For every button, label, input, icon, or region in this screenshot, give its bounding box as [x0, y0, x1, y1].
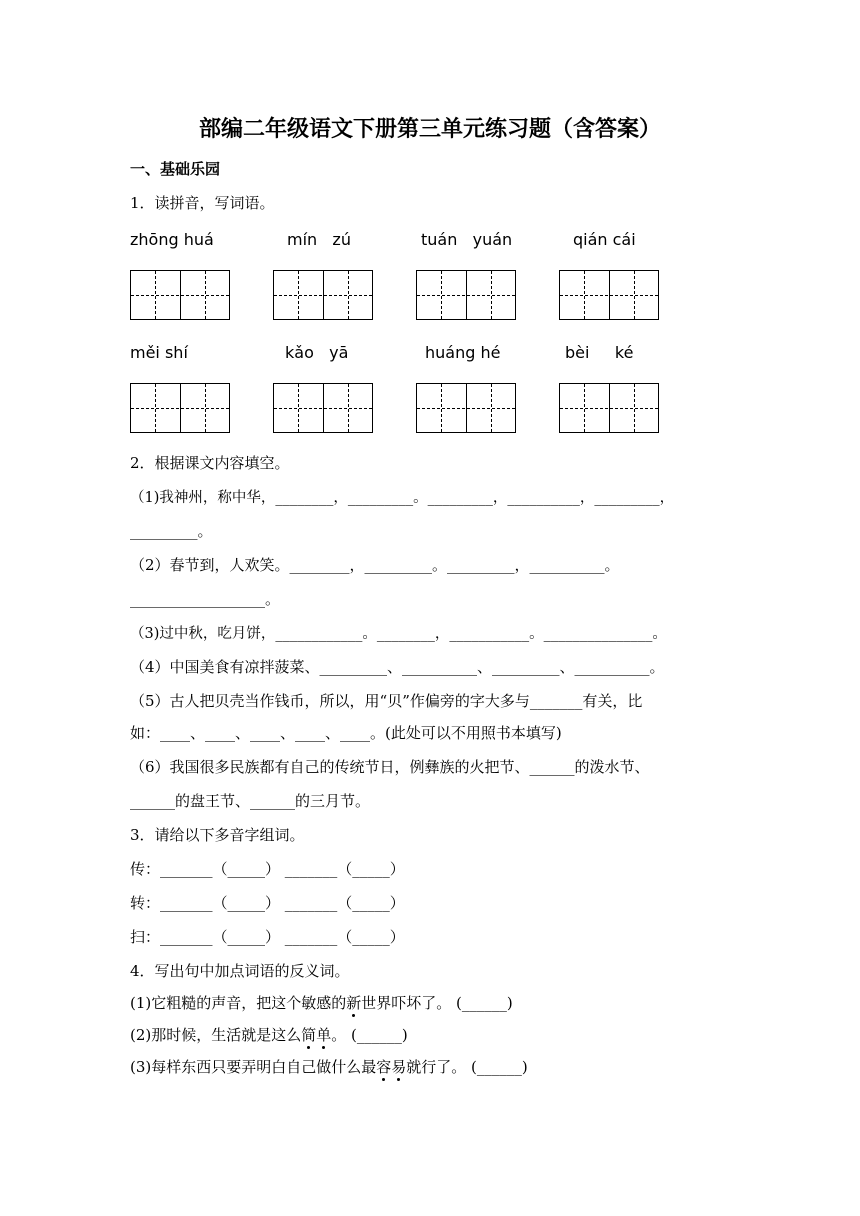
- writing-grid[interactable]: [416, 383, 516, 433]
- dotted-char: 容: [376, 1058, 392, 1076]
- pinyin-label: zhōng huá: [130, 230, 214, 249]
- q4-sentence-2: [130, 1024, 408, 1045]
- writing-grid[interactable]: [416, 270, 516, 320]
- q2-line: （6）我国很多民族都有自己的传统节日，例彝族的火把节、______的泼水节、: [130, 758, 650, 776]
- dotted-char: 新: [346, 994, 362, 1012]
- pinyin-label: kǎo yā: [285, 343, 349, 362]
- q1-heading: 1．读拼音，写词语。: [130, 194, 275, 212]
- q2-line: __________________。: [130, 590, 281, 608]
- writing-grid[interactable]: [559, 383, 659, 433]
- sentence-text: 。 (______): [331, 1026, 408, 1044]
- q2-line: ______的盘王节、______的三月节。: [130, 792, 371, 810]
- sentence-text: 就行了。 (______): [406, 1058, 528, 1076]
- q2-line: （4）中国美食有凉拌菠菜、_________、__________、_________、__________。: [130, 658, 665, 676]
- sentence-text: (1)它粗糙的声音，把这个敏感的: [130, 994, 347, 1012]
- pinyin-label: tuán yuán: [421, 230, 513, 249]
- writing-grid[interactable]: [273, 383, 373, 433]
- sentence-text: (3)每样东西只要弄明白自己做什么最: [130, 1058, 377, 1076]
- q2-line: （3)过中秋，吃月饼，____________。________，___________。_______________。: [130, 626, 667, 642]
- q2-line: （1)我神州，称中华，________，_________。_________，__________，_________，: [130, 490, 675, 506]
- q2-line: （5）古人把贝壳当作钱币，所以，用“贝”作偏旁的字大多与_______有关，比: [130, 692, 643, 710]
- q3-row: 转：_______（_____） _______（_____）: [130, 894, 405, 912]
- sentence-text: 世界吓坏了。 (______): [361, 994, 513, 1012]
- writing-grid[interactable]: [273, 270, 373, 320]
- writing-grid[interactable]: [559, 270, 659, 320]
- writing-grid[interactable]: [130, 383, 230, 433]
- pinyin-label: měi shí: [130, 343, 188, 362]
- q3-row: 扫：_______（_____） _______（_____）: [130, 928, 405, 946]
- section-heading-basics: 一、基础乐园: [130, 160, 221, 178]
- q2-line: （2）春节到，人欢笑。________，_________。_________，__________。: [130, 556, 620, 574]
- q4-sentence-3: [130, 1056, 528, 1077]
- dotted-char: 易: [391, 1058, 407, 1076]
- dotted-char: 单: [316, 1026, 332, 1044]
- writing-grid[interactable]: [130, 270, 230, 320]
- q2-line: 如：____、____、____、____、____。(此处可以不用照书本填写): [130, 724, 562, 742]
- pinyin-label: bèi ké: [565, 343, 634, 362]
- sentence-text: (2)那时候，生活就是这么: [130, 1026, 302, 1044]
- pinyin-label: huáng hé: [425, 343, 501, 362]
- q3-row: 传：_______（_____） _______（_____）: [130, 860, 405, 878]
- q4-heading: 4．写出句中加点词语的反义词。: [130, 962, 350, 980]
- dotted-char: 简: [301, 1026, 317, 1044]
- q3-heading: 3．请给以下多音字组词。: [130, 826, 305, 844]
- pinyin-label: mín zú: [287, 230, 351, 249]
- pinyin-label: qián cái: [573, 230, 636, 249]
- q4-sentence-1: [130, 992, 513, 1013]
- q2-heading: 2．根据课文内容填空。: [130, 454, 290, 472]
- page-title: 部编二年级语文下册第三单元练习题（含答案）: [198, 117, 661, 142]
- q2-line: _________。: [130, 522, 213, 540]
